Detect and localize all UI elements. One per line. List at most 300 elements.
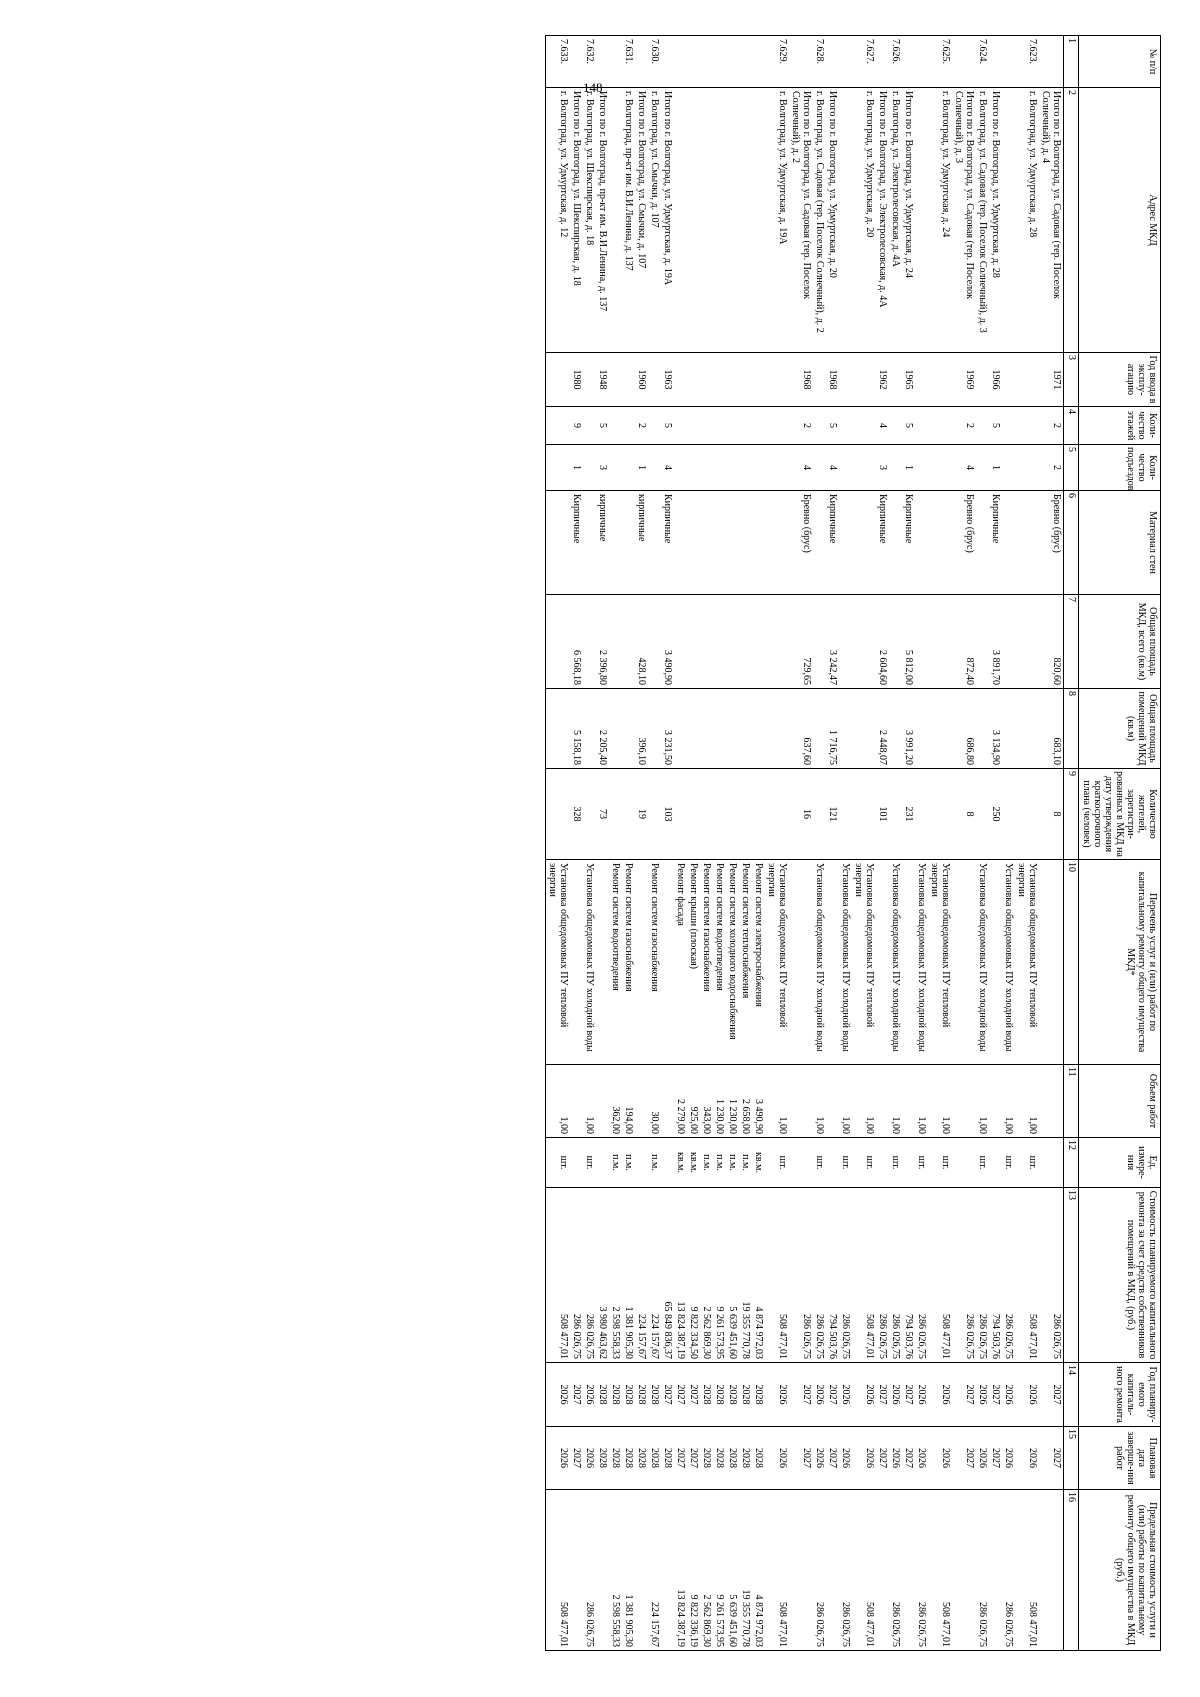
table-row: [674, 36, 687, 1651]
table-cell: 5 812,00: [902, 595, 915, 689]
table-cell: [546, 491, 571, 595]
table-cell: [752, 36, 765, 88]
table-cell: [928, 769, 952, 860]
table-cell: Ремонт систем водоотведения: [713, 860, 726, 1065]
table-cell: [1002, 769, 1015, 860]
column-number: 6: [1064, 491, 1079, 595]
table-cell: [546, 353, 571, 407]
table-cell: [952, 36, 976, 88]
table-row: [546, 36, 571, 1651]
table-cell: 6 568,18: [570, 595, 583, 689]
table-cell: 2027: [989, 1363, 1002, 1427]
table-cell: 2027: [989, 1427, 1002, 1490]
table-row: [622, 36, 635, 1651]
table-cell: Ремонт систем водоотведения: [609, 860, 622, 1065]
table-cell: шт.: [839, 1138, 852, 1188]
table-cell: [661, 1490, 674, 1651]
table-cell: 3 991,20: [902, 689, 915, 769]
column-number: 8: [1064, 689, 1079, 769]
table-cell: [596, 1065, 609, 1138]
table-cell: шт.: [546, 1138, 571, 1188]
table-cell: 428,10: [635, 595, 648, 689]
table-cell: Установка общедомовых ПУ тепловой энергии: [546, 860, 571, 1065]
table-cell: [1002, 407, 1015, 445]
table-cell: [739, 595, 752, 689]
table-cell: 3 980 463,62: [596, 1188, 609, 1363]
table-cell: [752, 689, 765, 769]
table-cell: [1002, 689, 1015, 769]
table-cell: Кирпичные: [661, 491, 674, 595]
table-row: [952, 36, 976, 1651]
table-row: [726, 36, 739, 1651]
table-cell: [1002, 491, 1015, 595]
table-cell: [1015, 445, 1039, 491]
table-cell: [583, 445, 596, 491]
table-cell: [622, 445, 635, 491]
table-cell: [609, 769, 622, 860]
table-cell: Итого по г. Волгоград, пр-кт им. В.И.Ленина, д. 137: [596, 88, 609, 353]
table-cell: [813, 595, 826, 689]
table-cell: 3 134,90: [989, 689, 1002, 769]
table-cell: 2027: [952, 1363, 976, 1427]
table-cell: шт.: [813, 1138, 826, 1188]
table-cell: 2026: [546, 1427, 571, 1490]
column-number: 9: [1064, 769, 1079, 860]
table-cell: п.м.: [622, 1138, 635, 1188]
table-cell: [1002, 36, 1015, 88]
table-cell: 1: [902, 445, 915, 491]
table-cell: [661, 36, 674, 88]
table-cell: 13 824 387,19: [674, 1188, 687, 1363]
table-cell: [713, 353, 726, 407]
table-cell: 2: [952, 407, 976, 445]
table-cell: [583, 491, 596, 595]
table-cell: 2027: [952, 1427, 976, 1490]
table-cell: 2027: [826, 1363, 839, 1427]
table-cell: 2027: [876, 1427, 889, 1490]
table-cell: [546, 595, 571, 689]
table-cell: [570, 1138, 583, 1188]
table-row: [1015, 36, 1039, 1651]
column-header: Предельная стоимость услуги и (или) работы по капитальному ремонту общего имущества в МКД (руб.): [1079, 1490, 1161, 1651]
column-number: 4: [1064, 407, 1079, 445]
table-cell: [952, 1138, 976, 1188]
table-cell: п.м.: [609, 1138, 622, 1188]
table-cell: шт.: [852, 1138, 876, 1188]
table-row: [700, 36, 713, 1651]
table-cell: [852, 769, 876, 860]
table-cell: кирпичные: [635, 491, 648, 595]
table-cell: 1960: [635, 353, 648, 407]
table-cell: 2027: [674, 1427, 687, 1490]
table-cell: Ремонт систем холодного водоснабжения: [726, 860, 739, 1065]
table-cell: Ремонт фасада: [674, 860, 687, 1065]
table-cell: [915, 445, 928, 491]
table-cell: [674, 769, 687, 860]
table-cell: 2026: [889, 1363, 902, 1427]
table-cell: [989, 1065, 1002, 1138]
table-cell: [765, 769, 789, 860]
table-cell: шт.: [976, 1138, 989, 1188]
table-cell: Кирпичные: [570, 491, 583, 595]
table-cell: [546, 689, 571, 769]
table-row: [713, 36, 726, 1651]
table-cell: 508 477,01: [546, 1490, 571, 1651]
table-cell: Установка общедомовых ПУ тепловой энергии: [928, 860, 952, 1065]
table-cell: 729,65: [789, 595, 813, 689]
table-cell: 1,00: [546, 1065, 571, 1138]
table-cell: [583, 595, 596, 689]
table-cell: 121: [826, 769, 839, 860]
table-cell: 286 026,75: [952, 1188, 976, 1363]
table-cell: Итого по г. Волгоград, ул. Удмуртская, д. 19А: [661, 88, 674, 353]
table-cell: 686,80: [952, 689, 976, 769]
table-cell: [726, 769, 739, 860]
table-cell: 3 891,70: [989, 595, 1002, 689]
table-cell: 2027: [789, 1427, 813, 1490]
table-body: [546, 36, 1064, 1651]
table-cell: [739, 769, 752, 860]
table-cell: 820,60: [1039, 595, 1064, 689]
column-number: 1: [1064, 36, 1079, 88]
table-cell: [674, 88, 687, 353]
table-cell: 508 477,01: [1015, 1188, 1039, 1363]
table-cell: [876, 1490, 889, 1651]
table-cell: 231: [902, 769, 915, 860]
table-cell: 2028: [596, 1427, 609, 1490]
table-cell: [1015, 769, 1039, 860]
table-cell: 1,00: [839, 1065, 852, 1138]
table-cell: [687, 353, 700, 407]
table-cell: г. Волгоград, ул. Электролесовская, д. 4А: [889, 88, 902, 353]
table-cell: [976, 353, 989, 407]
table-cell: 7.631.: [622, 36, 635, 88]
table-cell: 286 026,75: [976, 1490, 989, 1651]
table-cell: [1039, 1065, 1064, 1138]
table-cell: 1,00: [889, 1065, 902, 1138]
table-cell: 1,00: [583, 1065, 596, 1138]
table-cell: [609, 595, 622, 689]
table-cell: 2026: [915, 1427, 928, 1490]
table-cell: 508 477,01: [852, 1188, 876, 1363]
table-row: [915, 36, 928, 1651]
table-cell: Кирпичные: [902, 491, 915, 595]
table-cell: 1963: [661, 353, 674, 407]
table-row: [852, 36, 876, 1651]
table-cell: [902, 1490, 915, 1651]
rotated-page-content: [51, 35, 1161, 1650]
table-cell: [687, 88, 700, 353]
table-cell: [889, 353, 902, 407]
table-cell: [583, 407, 596, 445]
table-cell: 7.630.: [648, 36, 661, 88]
table-cell: [687, 769, 700, 860]
table-cell: 508 477,01: [928, 1490, 952, 1651]
table-cell: 5: [989, 407, 1002, 445]
table-cell: 2 658,00: [739, 1065, 752, 1138]
table-row: [583, 36, 596, 1651]
table-cell: 286 026,75: [889, 1490, 902, 1651]
table-cell: 1,00: [976, 1065, 989, 1138]
table-cell: п.м.: [739, 1138, 752, 1188]
table-cell: [648, 595, 661, 689]
table-cell: Итого по г. Волгоград, ул. Электролесовская, д. 4А: [876, 88, 889, 353]
table-cell: [700, 445, 713, 491]
table-cell: [852, 689, 876, 769]
table-cell: [713, 491, 726, 595]
table-row: [789, 36, 813, 1651]
table-cell: 19 355 770,78: [739, 1490, 752, 1651]
table-cell: [546, 407, 571, 445]
table-cell: [1015, 689, 1039, 769]
column-number: 3: [1064, 353, 1079, 407]
table-cell: 1980: [570, 353, 583, 407]
table-cell: [889, 491, 902, 595]
table-cell: шт.: [928, 1138, 952, 1188]
table-cell: [876, 1065, 889, 1138]
table-cell: [583, 769, 596, 860]
table-cell: [635, 36, 648, 88]
table-cell: 2026: [1015, 1363, 1039, 1427]
table-cell: [889, 595, 902, 689]
table-cell: 2028: [635, 1363, 648, 1427]
table-cell: [739, 689, 752, 769]
table-cell: [789, 36, 813, 88]
table-cell: 5 639 451,60: [726, 1188, 739, 1363]
table-cell: [765, 407, 789, 445]
table-cell: [915, 407, 928, 445]
table-cell: [726, 36, 739, 88]
page-number: 148: [583, 80, 603, 95]
table-cell: 19: [635, 769, 648, 860]
table-cell: 1968: [789, 353, 813, 407]
table-cell: 3 242,47: [826, 595, 839, 689]
table-cell: кв.м.: [674, 1138, 687, 1188]
column-header: Стоимость планируемого капитального ремонта за счет средств собственников помещений в МКД, (руб.): [1079, 1188, 1161, 1363]
table-cell: шт.: [1002, 1138, 1015, 1188]
table-cell: 286 026,75: [789, 1188, 813, 1363]
table-cell: 4 874 972,03: [752, 1188, 765, 1363]
table-row: [687, 36, 700, 1651]
table-cell: 2028: [713, 1427, 726, 1490]
table-cell: [889, 445, 902, 491]
table-cell: [648, 407, 661, 445]
table-cell: [915, 88, 928, 353]
table-cell: [713, 769, 726, 860]
column-header: Коли-чество подъездов: [1079, 445, 1161, 491]
table-cell: [1015, 407, 1039, 445]
table-cell: 16: [789, 769, 813, 860]
table-row: [902, 36, 915, 1651]
table-cell: 2028: [700, 1427, 713, 1490]
table-cell: 2026: [765, 1427, 789, 1490]
table-cell: 2 562 869,30: [700, 1188, 713, 1363]
table-cell: 396,10: [635, 689, 648, 769]
table-cell: 9 261 573,95: [713, 1188, 726, 1363]
table-cell: [752, 353, 765, 407]
table-cell: [739, 491, 752, 595]
table-row: [739, 36, 752, 1651]
table-cell: 9: [570, 407, 583, 445]
column-header: Адрес МКД: [1079, 88, 1161, 353]
table-cell: [622, 689, 635, 769]
table-cell: 286 026,75: [1039, 1188, 1064, 1363]
table-cell: 872,40: [952, 595, 976, 689]
table-cell: 2 205,40: [596, 689, 609, 769]
table-cell: [839, 36, 852, 88]
table-cell: Итого по г. Волгоград, ул. Удмуртская, д. 24: [902, 88, 915, 353]
table-cell: [661, 1065, 674, 1138]
table-cell: 1 381 905,30: [622, 1188, 635, 1363]
table-cell: 4: [826, 445, 839, 491]
table-cell: [752, 491, 765, 595]
table-cell: 286 026,75: [889, 1188, 902, 1363]
table-cell: [713, 689, 726, 769]
table-cell: [622, 769, 635, 860]
table-cell: 1962: [876, 353, 889, 407]
table-cell: [674, 595, 687, 689]
table-cell: 2028: [622, 1363, 635, 1427]
table-cell: г. Волгоград, ул. Садовая (тер. Поселок Солнечный), д. 3: [976, 88, 989, 353]
column-header: Количество жителей, зарегистри-рованных в МКД на дату утверждения краткосрочного плана (человек): [1079, 769, 1161, 860]
table-cell: 2 279,00: [674, 1065, 687, 1138]
table-cell: 1965: [902, 353, 915, 407]
table-cell: [789, 1138, 813, 1188]
table-cell: 2028: [648, 1363, 661, 1427]
table-cell: 2027: [570, 1363, 583, 1427]
table-cell: [700, 353, 713, 407]
table-cell: 194,00: [622, 1065, 635, 1138]
table-cell: [902, 1138, 915, 1188]
table-cell: г. Волгоград, ул. Шекспирская, д. 18: [583, 88, 596, 353]
table-cell: [752, 407, 765, 445]
table-cell: [976, 595, 989, 689]
table-cell: 5: [826, 407, 839, 445]
table-row: [648, 36, 661, 1651]
table-cell: 2026: [852, 1363, 876, 1427]
table-cell: 286 026,75: [876, 1188, 889, 1363]
table-cell: 508 477,01: [852, 1490, 876, 1651]
table-cell: [700, 36, 713, 88]
table-cell: 9 822 334,50: [687, 1188, 700, 1363]
table-cell: 1 230,00: [726, 1065, 739, 1138]
table-cell: [915, 36, 928, 88]
column-header: Объем работ: [1079, 1065, 1161, 1138]
column-number: 15: [1064, 1427, 1079, 1490]
table-cell: г. Волгоград, ул. Удмуртская, д. 12: [546, 88, 571, 353]
table-cell: [687, 689, 700, 769]
table-cell: 1 716,75: [826, 689, 839, 769]
table-cell: [813, 445, 826, 491]
table-cell: 508 477,01: [765, 1188, 789, 1363]
table-cell: 2028: [661, 1427, 674, 1490]
table-cell: Ремонт систем газоснабжения: [700, 860, 713, 1065]
table-cell: кв.м.: [752, 1138, 765, 1188]
table-cell: 508 477,01: [546, 1188, 571, 1363]
table-cell: 286 026,75: [976, 1188, 989, 1363]
table-cell: [1039, 860, 1064, 1065]
table-cell: [889, 769, 902, 860]
table-cell: 3: [876, 445, 889, 491]
table-cell: [700, 595, 713, 689]
table-cell: [687, 36, 700, 88]
table-cell: 2: [1039, 407, 1064, 445]
table-cell: [674, 407, 687, 445]
table-cell: 2026: [765, 1363, 789, 1427]
table-cell: 1,00: [915, 1065, 928, 1138]
table-cell: 103: [661, 769, 674, 860]
table-cell: 3: [596, 445, 609, 491]
table-cell: 2028: [739, 1427, 752, 1490]
table-cell: 2026: [583, 1427, 596, 1490]
table-cell: [976, 769, 989, 860]
table-cell: 2028: [700, 1363, 713, 1427]
table-cell: 9 261 573,95: [713, 1490, 726, 1651]
table-cell: 7.628.: [813, 36, 826, 88]
table-cell: [876, 36, 889, 88]
table-cell: 5: [902, 407, 915, 445]
table-cell: Ремонт систем газоснабжения: [648, 860, 661, 1065]
table-cell: [952, 1065, 976, 1138]
column-number: 2: [1064, 88, 1079, 353]
table-cell: [570, 860, 583, 1065]
table-cell: 7.629.: [765, 36, 789, 88]
table-cell: 286 026,75: [915, 1490, 928, 1651]
table-cell: п.м.: [713, 1138, 726, 1188]
table-cell: 2028: [752, 1363, 765, 1427]
table-cell: 1,00: [813, 1065, 826, 1138]
table-cell: [726, 353, 739, 407]
table-row: [1002, 36, 1015, 1651]
table-cell: 508 477,01: [928, 1188, 952, 1363]
table-cell: 7.625.: [928, 36, 952, 88]
table-cell: Установка общедомовых ПУ тепловой энергии: [1015, 860, 1039, 1065]
table-cell: [813, 491, 826, 595]
table-cell: 2028: [739, 1363, 752, 1427]
table-cell: 2028: [609, 1427, 622, 1490]
table-cell: 2027: [789, 1363, 813, 1427]
table-cell: 101: [876, 769, 889, 860]
table-cell: [1015, 491, 1039, 595]
table-cell: [687, 491, 700, 595]
table-cell: [713, 88, 726, 353]
table-row: [976, 36, 989, 1651]
table-cell: 13 824 387,19: [674, 1490, 687, 1651]
table-cell: 1948: [596, 353, 609, 407]
table-cell: [826, 1138, 839, 1188]
table-cell: [609, 445, 622, 491]
table-cell: [674, 36, 687, 88]
table-cell: 286 026,75: [1002, 1490, 1015, 1651]
column-header: Ед. измере-ния: [1079, 1138, 1161, 1188]
table-cell: [674, 445, 687, 491]
column-number-row: [1064, 36, 1079, 1651]
table-cell: 508 477,01: [1015, 1490, 1039, 1651]
table-cell: [622, 407, 635, 445]
table-cell: 286 026,75: [1002, 1188, 1015, 1363]
table-cell: 2026: [928, 1363, 952, 1427]
table-cell: Ремонт систем теплоснабжения: [739, 860, 752, 1065]
table-cell: 286 026,75: [915, 1188, 928, 1363]
table-cell: [852, 407, 876, 445]
table-cell: [989, 860, 1002, 1065]
table-cell: Бревно (брус): [952, 491, 976, 595]
table-cell: 2026: [583, 1363, 596, 1427]
table-cell: кирпичные: [596, 491, 609, 595]
table-row: [839, 36, 852, 1651]
table-cell: [839, 407, 852, 445]
table-cell: 4: [952, 445, 976, 491]
